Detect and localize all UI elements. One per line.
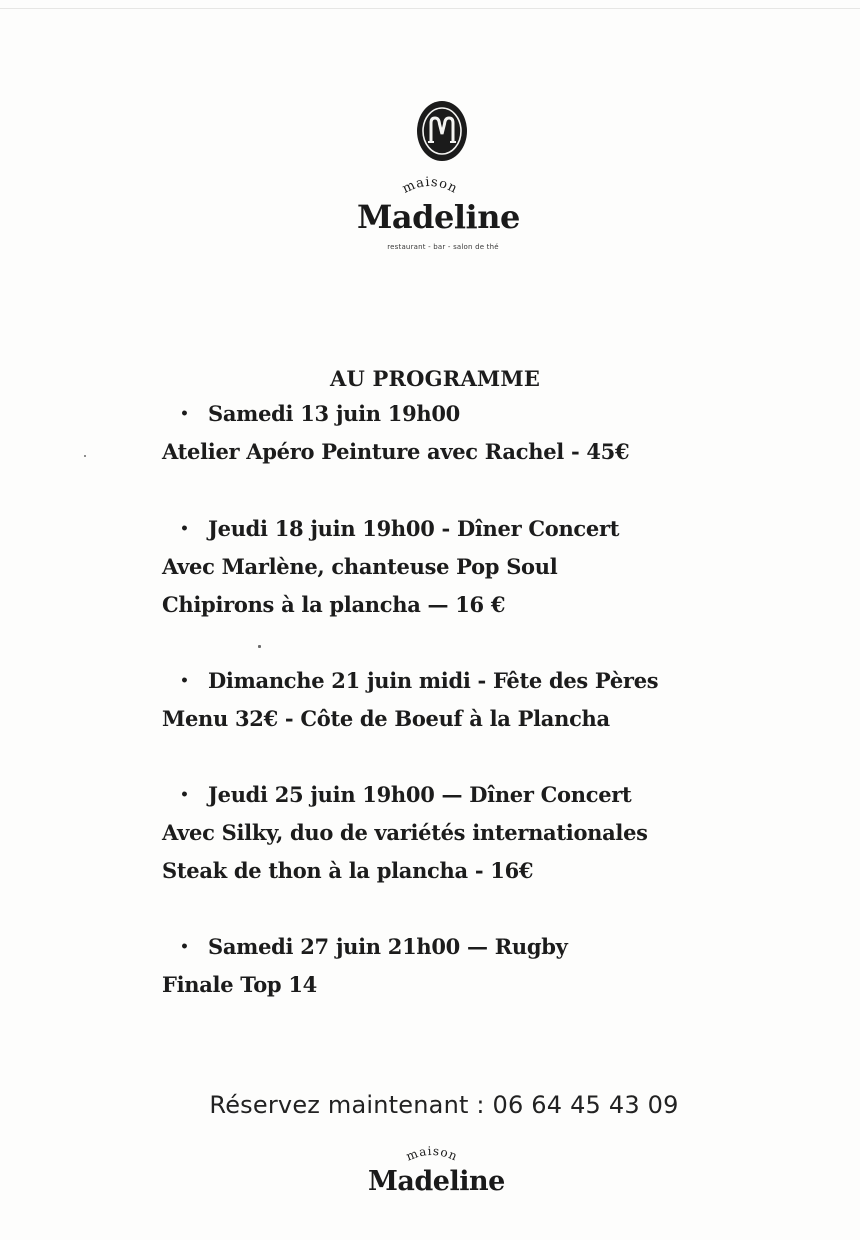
event-date-line — [162, 510, 782, 548]
bullet-icon: • — [180, 406, 189, 422]
event-date-text: Jeudi 25 juin 19h00 — Dîner Concert — [208, 782, 632, 807]
svg-text:maison: maison — [400, 174, 461, 197]
bullet-icon: • — [180, 521, 189, 537]
scan-speck — [84, 455, 86, 457]
event-date-text: Jeudi 18 juin 19h00 - Dîner Concert — [208, 516, 620, 541]
event-3 — [162, 662, 782, 738]
event-detail: Chipirons à la plancha — 16 € — [162, 592, 506, 617]
event-5 — [162, 928, 782, 1004]
event-4 — [162, 776, 782, 890]
scan-edge-line — [0, 8, 860, 9]
monogram-m-icon — [417, 101, 467, 161]
program-title: AU PROGRAMME — [330, 366, 541, 391]
svg-text:maison: maison — [404, 1143, 461, 1164]
header-tagline: restaurant - bar - salon de thé — [387, 243, 499, 251]
event-date-line — [162, 395, 782, 433]
event-detail: Atelier Apéro Peinture avec Rachel - 45€ — [162, 439, 630, 464]
event-1 — [162, 395, 782, 471]
bullet-icon: • — [180, 939, 189, 955]
bullet-icon: • — [180, 787, 189, 803]
reservation-phone: Réservez maintenant : 06 64 45 43 09 — [209, 1091, 679, 1119]
header-brand-prefix — [395, 170, 465, 200]
scan-speck — [258, 645, 261, 648]
monogram-logo-icon — [417, 101, 467, 161]
event-date-text: Samedi 27 juin 21h00 — Rugby — [208, 934, 568, 959]
event-detail: Finale Top 14 — [162, 972, 317, 997]
event-detail: Steak de thon à la plancha - 16€ — [162, 858, 534, 883]
bullet-icon: • — [180, 673, 189, 689]
event-date-line — [162, 776, 782, 814]
footer-brand-name: Madeline — [368, 1166, 505, 1197]
event-date-text: Samedi 13 juin 19h00 — [208, 401, 460, 426]
footer-brand-prefix — [397, 1140, 467, 1168]
event-date-line — [162, 928, 782, 966]
header-brand-name: Madeline — [357, 198, 520, 236]
event-detail: Avec Silky, duo de variétés internationales — [162, 820, 648, 845]
event-detail: Avec Marlène, chanteuse Pop Soul — [162, 554, 558, 579]
event-detail: Menu 32€ - Côte de Boeuf à la Plancha — [162, 706, 610, 731]
event-date-line — [162, 662, 782, 700]
event-2 — [162, 510, 782, 624]
event-date-text: Dimanche 21 juin midi - Fête des Pères — [208, 668, 659, 693]
